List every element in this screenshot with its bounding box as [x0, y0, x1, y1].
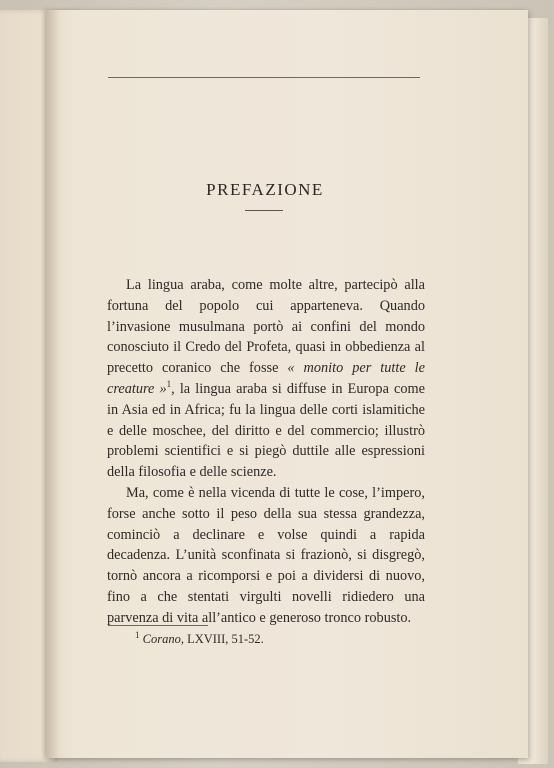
footnote-reference-text: LXVIII, 51-52.: [183, 632, 264, 646]
title-rule: [245, 210, 283, 211]
paragraph-1-text: La lingua araba, come molte altre, partecipò alla fortuna del popolo cui apparteneva. Quando l’invasione musulmana portò ai confini del mondo conosciuto il Credo del Profeta, quasi in obbedienza al precetto coranico che fosse: [107, 277, 425, 377]
paragraph-2: Ma, come è nella vicenda di tutte le cose, l’impero, forse anche sotto il peso della sua stessa grandezza, cominciò a declinare e volse quindi a rapida decadenza. L’unità sconfinata si frazionò, si disgregò, tornò ancora a ricomporsi e poi a dividersi di nuovo, fino a che stentati virgulti novelli ridiedero una parvenza di vita all’antico e generoso tronco robusto.: [107, 484, 425, 626]
footnote: [135, 629, 395, 647]
footnote-source: Corano,: [142, 632, 184, 646]
paragraph-1-continuation: , la lingua araba si diffuse in Europa come in Asia ed in Africa; fu la lingua delle corti islamitiche e delle moschee, del diritto e del commercio; illustrò problemi scientifici e si piegò duttile alle espressioni della filosofia e delle scienze.: [107, 380, 425, 481]
footnote-number: 1: [135, 629, 140, 640]
footnote-rule: [108, 625, 208, 626]
footnote-reference: 1: [166, 379, 172, 390]
body-text: [107, 275, 425, 629]
gutter-shadow: [46, 10, 60, 758]
paragraph-1: [107, 275, 425, 483]
header-rule: [108, 77, 420, 78]
quoted-precept: « monito per tutte le creature »: [107, 360, 426, 397]
page-title: PREFAZIONE: [206, 180, 324, 199]
